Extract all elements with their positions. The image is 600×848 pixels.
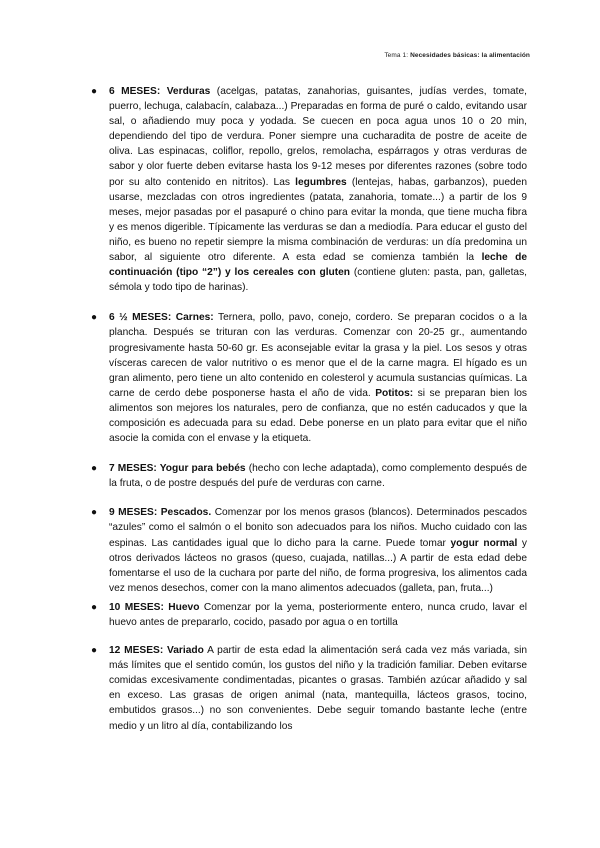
stage-text: Comenzar por la yema, posteriormente entero, nunca crudo, lavar el huevo antes de prepararlo, cocido, pasado por agua o en tortilla (109, 601, 527, 628)
bullet-icon: ● (91, 86, 98, 97)
stage-text: (acelgas, patatas, zanahorias, guisantes, judías verdes, tomate, puerro, lechuga, calabacín, calabaza...) Preparadas en forma de puré o caldo, evitando usar sal, o añadiendo muy poca y yodada. Se cuecen en poca agua unos 10 o 20 min, dependiendo del tipo de verdura. Poner siempre una cucharadita de postre de aceite de oliva. Las espinacas, coliflor, repollo, grelos, remolacha, espárragos y otras verduras de sabor y olor fuerte deben evitarse hasta los 9-12 meses por diferentes razones (sobre todo por su alto contenido en nitritos). Las (109, 86, 527, 188)
stage-7-months-yogurt (91, 461, 527, 491)
stage-heading: 6 ½ MESES: Carnes: (109, 312, 214, 324)
stage-6-5-months-meat (91, 310, 527, 446)
stage-6-months-vegetables (91, 84, 527, 295)
stage-highlight: yogur normal (450, 537, 518, 549)
stage-text: (lentejas, habas, garbanzos), pueden usarse, mezcladas con otros ingredientes (patata, zanahoria, tomate...) a partir de los 9 meses, mejor pasadas por el pasapuré o chino para evitar la monda, que tiene mucha fibra y es menos digerible. Típicamente las verduras se dan a mediodía. Para educar el gusto del niño, es bueno no repetir siempre la misma combinación de verduras: un día predomina un sabor, al siguiente otro diferente. A esta edad se comienza también la (109, 176, 527, 264)
stage-text: Comenzar por los menos grasos (blancos). Determinados pescados “azules” como el salmón o el bonito son adecuados para los niños. Mucho cuidado con las espinas. Las cantidades igual que lo dicho para la carne. Puede tomar (109, 507, 527, 549)
stage-text: si se preparan bien los alimentos son mejores los naturales, pero de confianza, que no estén caducados y que la composición es adecuada para su edad. Debe ponerse en un plato para evitar que el niño asocie la comida con el envase y la etiqueta. (109, 387, 527, 445)
stage-highlight: legumbres (295, 176, 347, 188)
bullet-icon: ● (91, 312, 98, 324)
stage-9-months-fish (91, 505, 527, 596)
feeding-stages-list (91, 84, 527, 734)
header-title: Necesidades básicas: la alimentación (410, 52, 530, 59)
bullet-icon: ● (91, 645, 98, 657)
stage-text: (contiene gluten: pasta, pan, galletas, sémola y todo tipo de harinas). (109, 267, 527, 294)
stage-12-months-varied (91, 643, 527, 734)
bullet-icon: ● (91, 601, 98, 613)
stage-text: Ternera, pollo, pavo, conejo, cordero. Se preparan cocidos o a la plancha. Después se trituran con las verduras. Comenzar con 20-25 gr., aumentando progresivamente hasta 50-60 gr. Es aconsejable evitar la grasa y la piel. Los sesos y otras vísceras carecen de valor nutritivo o es menor que el de la carne magra. El hígado es un gran alimento, pero tiene un alto contenido en colesterol y acumula sustancias químicas. La carne de cerdo debe posponerse hasta el año de vida. (109, 312, 527, 399)
stage-heading: 7 MESES: Yogur para bebés (109, 463, 246, 475)
stage-highlight: Potitos: (375, 387, 414, 399)
bullet-icon: ● (91, 463, 98, 475)
running-header (384, 52, 530, 59)
stage-10-months-egg (91, 600, 527, 630)
stage-heading: 9 MESES: Pescados. (109, 507, 212, 519)
stage-heading: 12 MESES: Variado (109, 645, 204, 657)
header-chapter: Tema 1: (384, 52, 409, 59)
stage-heading: 6 MESES: Verduras (109, 86, 211, 97)
bullet-icon: ● (91, 507, 98, 519)
stage-text: A partir de esta edad la alimentación será cada vez más variada, sin más límites que el sentido común, los gustos del niño y la tradición familiar. Deben evitarse comidas excesivamente condimentadas, picantes o grasas. También azúcar añadido y sal en exceso. Las grasas de origen animal (nata, mantequilla, lácteos grasos, tocino, embutidos grasos...) no son convenientes. Debe seguir tomando bastante leche (entre medio y un litro al día, contabilizando los (109, 645, 528, 732)
stage-text: (hecho con leche adaptada), como complemento después de la fruta, o de postre después del puŕe de verduras con carne. (109, 463, 528, 490)
stage-heading: 10 MESES: Huevo (109, 601, 200, 613)
stage-text: y otros derivados lácteos no grasos (queso, cuajada, natillas...) A partir de esta edad debe fomentarse el uso de la cuchara por parte del niño, de forma progresiva, los alimentos cada vez menos desechos, comer con la mano alimentos adecuados (galleta, pan, fruta...) (109, 537, 527, 594)
stage-highlight: leche de continuación (tipo “2”) y los cereales con gluten (109, 252, 527, 279)
